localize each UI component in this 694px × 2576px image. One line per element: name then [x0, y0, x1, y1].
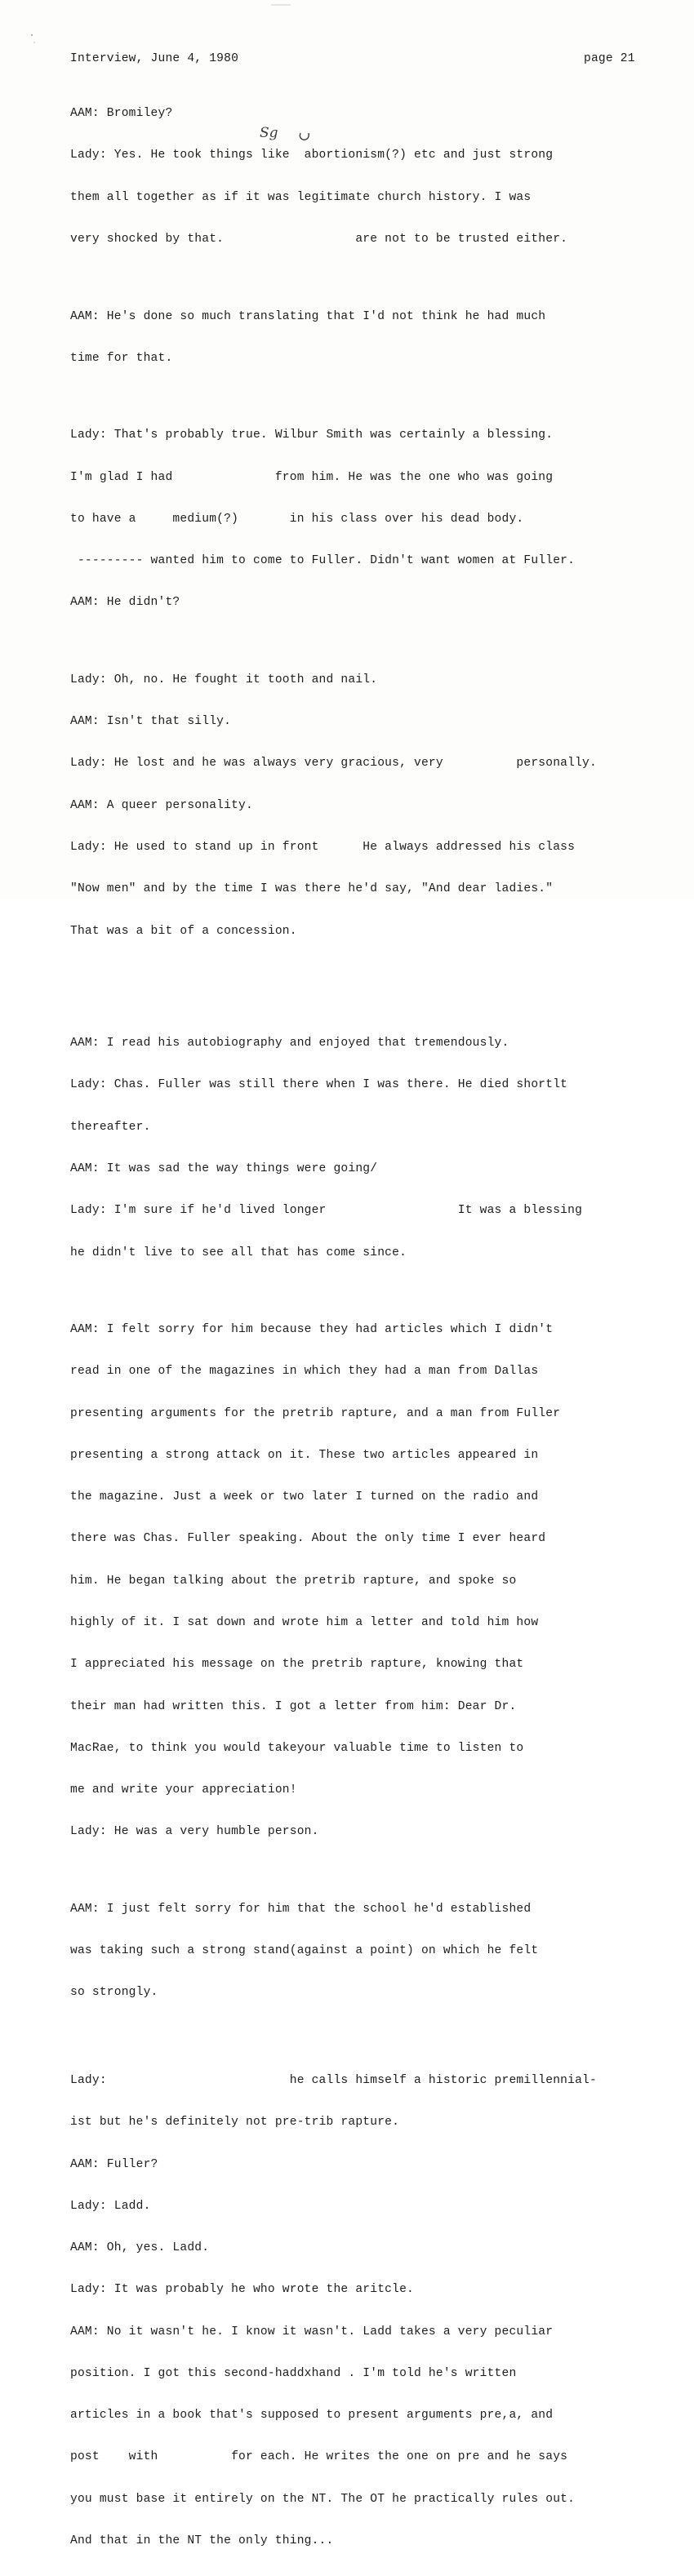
text-line: Lady: That's probably true. Wilbur Smith was certainly a blessing.	[70, 429, 554, 442]
paragraph-gap	[70, 1002, 674, 1009]
text-line: Lady: he calls himself a historic premillennial-	[70, 2073, 597, 2087]
text-line: Lady: Ladd.	[70, 2199, 151, 2213]
text-line: Lady: Oh, no. He fought it tooth and nail.	[70, 673, 378, 686]
text-line: him. He began talking about the pretrib rapture, and spoke so	[70, 1574, 517, 1588]
paragraph-gap	[70, 1288, 674, 1295]
text-line: AAM: I read his autobiography and enjoyed that tremendously.	[70, 1037, 509, 1050]
transcript-body	[70, 79, 674, 2576]
text-line: Lady: He lost and he was always very gracious, very personally.	[70, 757, 597, 771]
text-line: AAM: It was sad the way things were going/	[70, 1162, 378, 1176]
text-line: I'm glad I had from him. He was the one who was going	[70, 470, 554, 484]
text-line: time for that.	[70, 351, 173, 365]
scan-speck	[269, 2, 294, 8]
text-line: the magazine. Just a week or two later I turned on the radio and	[70, 1490, 539, 1504]
text-line: I appreciated his message on the pretrib rapture, knowing that	[70, 1658, 524, 1672]
page-number: page 21	[584, 52, 635, 65]
text-line: AAM: A queer personality.	[70, 798, 253, 812]
text-line: you must base it entirely on the NT. The OT he practically rules out.	[70, 2492, 576, 2506]
text-line: AAM: I felt sorry for him because they had articles which I didn't	[70, 1323, 554, 1337]
text-line: That was a bit of a concession.	[70, 924, 297, 938]
text-line: --------- wanted him to come to Fuller. Didn't want women at Fuller.	[70, 554, 576, 568]
text-line: AAM: Bromiley?	[70, 107, 173, 121]
paragraph-gap	[70, 274, 674, 282]
text-line: Lady: He was a very humble person.	[70, 1825, 319, 1839]
text-line: thereafter.	[70, 1120, 151, 1134]
text-line: there was Chas. Fuller speaking. About the only time I ever heard	[70, 1532, 546, 1546]
paragraph-gap	[70, 966, 674, 974]
text-line: AAM: Oh, yes. Ladd.	[70, 2241, 210, 2255]
text-line: presenting arguments for the pretrib rapture, and a man from Fuller	[70, 1406, 561, 1420]
text-line: position. I got this second-haddxhand . I'm told he's written	[70, 2366, 517, 2380]
paragraph-gap	[70, 1868, 674, 1875]
document-title: Interview, June 4, 1980	[70, 52, 239, 65]
text-line: so strongly.	[70, 1986, 158, 2000]
text-line: post with for each. He writes the one on pre and he says	[70, 2450, 568, 2464]
scan-speck	[29, 33, 38, 46]
text-line: "Now men" and by the time I was there he'd say, "And dear ladies."	[70, 882, 554, 896]
paragraph-gap	[70, 393, 674, 401]
handwritten-annotation-text: Sg	[260, 125, 278, 141]
text-line: articles in a book that's supposed to present arguments pre,a, and	[70, 2409, 554, 2423]
text-line: AAM: Fuller?	[70, 2157, 158, 2171]
text-line: AAM: No it wasn't he. I know it wasn't. Ladd takes a very peculiar	[70, 2325, 554, 2338]
text-line: ist but he's definitely not pre-trib rapture.	[70, 2116, 400, 2130]
text-line: And that in the NT the only thing...	[70, 2534, 334, 2548]
text-line: Lady: Chas. Fuller was still there when I was there. He died shortlt	[70, 1078, 568, 1092]
paragraph-gap	[70, 638, 674, 646]
text-line: he didn't live to see all that has come since.	[70, 1246, 407, 1259]
text-line: AAM: He's done so much translating that I'd not think he had much	[70, 309, 546, 323]
text-line: Lady: I'm sure if he'd lived longer It was a blessing	[70, 1204, 583, 1218]
text-line: read in one of the magazines in which they had a man from Dallas	[70, 1365, 539, 1379]
text-line: MacRae, to think you would takeyour valuable time to listen to	[70, 1741, 524, 1755]
text-line: presenting a strong attack on it. These two articles appeared in	[70, 1448, 539, 1462]
text-line: Lady: It was probably he who wrote the aritcle.	[70, 2283, 415, 2297]
text-line: their man had written this. I got a letter from him: Dear Dr.	[70, 1699, 517, 1713]
text-line: AAM: Isn't that silly.	[70, 715, 232, 729]
text-line: Lady: Yes. He took things like abortionism(?) etc and just strong	[70, 149, 554, 162]
handwritten-annotation	[260, 123, 341, 148]
text-line: was taking such a strong stand(against a point) on which he felt	[70, 1944, 539, 1958]
text-line: them all together as if it was legitimate church history. I was	[70, 190, 532, 204]
text-line: to have a medium(?) in his class over his dead body.	[70, 512, 524, 526]
text-line: very shocked by that. are not to be trusted either.	[70, 233, 568, 246]
text-line: highly of it. I sat down and wrote him a letter and told him how	[70, 1616, 539, 1630]
text-line: me and write your appreciation!	[70, 1783, 297, 1797]
handwritten-stroke	[300, 133, 309, 140]
text-line: Lady: He used to stand up in front He always addressed his class	[70, 840, 576, 854]
paragraph-gap	[70, 2028, 674, 2046]
text-line: AAM: I just felt sorry for him that the school he'd established	[70, 1902, 532, 1916]
text-line: AAM: He didn't?	[70, 596, 180, 610]
